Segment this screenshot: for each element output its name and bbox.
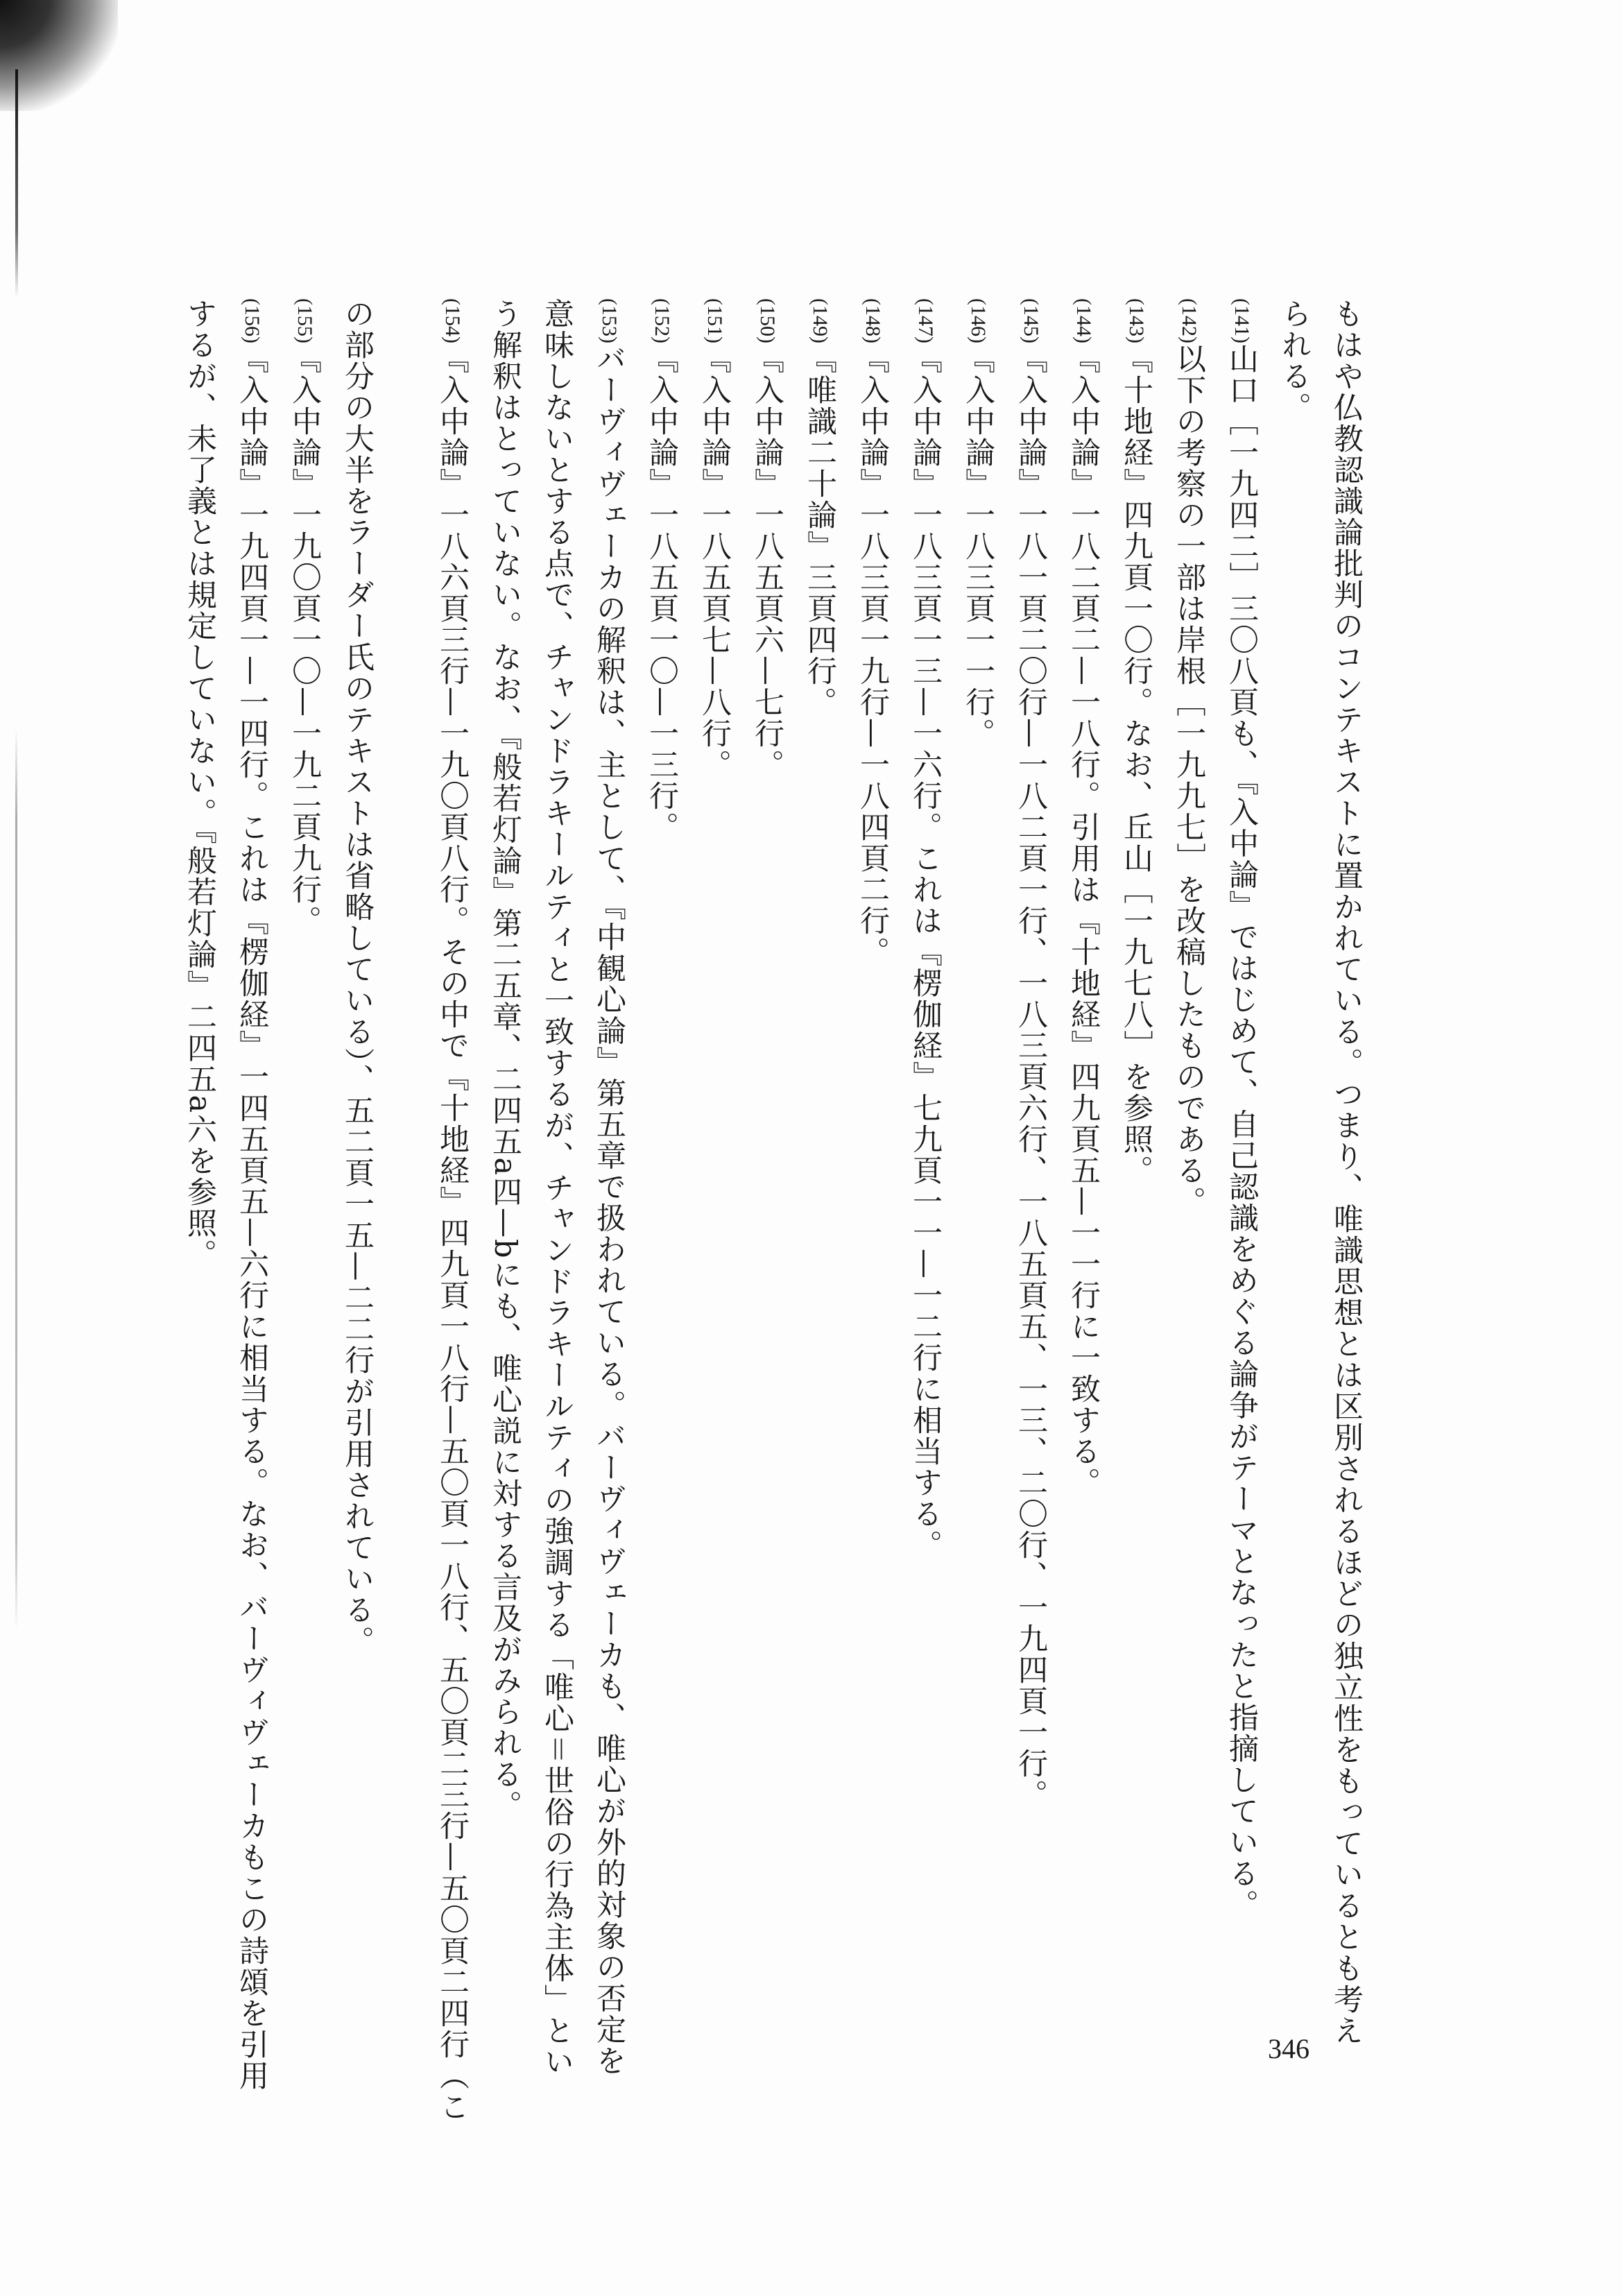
scan-binding-mark-faint	[15, 728, 17, 1630]
line-text: 『入中論』一九四頁一—一四行。これは『楞伽経』一四五頁五—六行に相当する。なお、バーヴィヴェーカもこの詩頌を引用	[234, 343, 269, 2091]
note-number: (143)	[1125, 298, 1148, 343]
text-line	[173, 298, 225, 2005]
text-line	[531, 298, 583, 2077]
line-text: 『入中論』一八二頁二—一八行。引用は『十地経』四九頁五—一一行に一致する。	[1066, 343, 1101, 1498]
note-number: (151)	[703, 298, 726, 343]
note-number: (142)	[1178, 298, 1201, 343]
line-text: 『入中論』一八五頁一〇—一三行。	[644, 343, 679, 843]
note-line	[793, 298, 846, 2005]
note-line	[635, 298, 688, 2005]
note-line	[899, 298, 952, 2005]
note-number: (152)	[651, 298, 673, 343]
note-number: (146)	[967, 298, 990, 343]
note-number: (155)	[293, 298, 316, 343]
note-number: (154)	[441, 298, 464, 343]
note-line	[426, 298, 479, 2123]
note-line	[1215, 298, 1268, 2005]
note-line	[1162, 298, 1215, 2005]
line-text: う解釈はとっていない。なお、『般若灯論』第二五章、二四五a四—bにも、唯心説に対する言及がみられる。	[488, 298, 522, 1822]
line-text: られる。	[1277, 298, 1312, 423]
line-text: の部分の大半をラーダー氏のテキストは省略している）、五二頁一五—二二行が引用されている。	[340, 298, 375, 1657]
line-text: 『唯識二十論』三頁四行。	[802, 343, 837, 718]
line-text: バーヴィヴェーカの解釈は、主として、『中観心論』第五章で扱われている。バーヴィヴェーカも、唯心が外的対象の否定を	[592, 343, 626, 2077]
note-line	[952, 298, 1004, 2005]
line-text: 山口［一九四二］三〇八頁も、『入中論』ではじめて、自己認識をめぐる論争がテーマとなったと指摘している。	[1224, 343, 1259, 1921]
line-text: 『入中論』一八三頁一三—一六行。これは『楞伽経』七九頁一一—一二行に相当する。	[908, 343, 943, 1561]
line-text: 『入中論』一八五頁七—八行。	[697, 343, 732, 780]
text-line	[1268, 298, 1320, 2005]
line-text: 『入中論』一八五頁六—七行。	[750, 343, 784, 780]
line-text: 『入中論』一八六頁三行—一九〇頁八行。その中で『十地経』四九頁一八行—五〇頁一八行、五〇頁二三行—五〇頁二四行（こ	[435, 343, 470, 2123]
note-number: (150)	[756, 298, 779, 343]
text-line	[479, 298, 531, 2005]
line-text: するが、未了義とは規定していない。『般若灯論』二四五a六を参照。	[182, 298, 217, 1271]
note-line	[225, 298, 278, 2091]
note-number: (149)	[809, 298, 832, 343]
note-number: (148)	[861, 298, 884, 343]
note-line	[1110, 298, 1162, 2005]
note-number: (141)	[1230, 298, 1253, 343]
note-number: (145)	[1020, 298, 1042, 343]
line-text: 『入中論』一八三頁一九行—一八四頁二行。	[855, 343, 890, 968]
note-line	[741, 298, 793, 2005]
note-number: (153)	[598, 298, 621, 343]
note-number: (144)	[1072, 298, 1095, 343]
note-number: (156)	[241, 298, 264, 343]
line-text: 以下の考察の一部は岸根［一九九七］を改稿したものである。	[1171, 343, 1206, 1217]
line-text: 『入中論』一八一頁二〇行—一八二頁一行、一八三頁六行、一八五頁五、一三、二〇行、一九四頁一行。	[1013, 343, 1048, 1810]
line-text: もはや仏教認識論批判のコンテキストに置かれている。つまり、唯識思想とは区別されるほどの独立性をもっているとも考え	[1329, 298, 1364, 2046]
note-line	[1057, 298, 1110, 2005]
note-line	[278, 298, 331, 2005]
line-text: 『入中論』一九〇頁一〇—一九二頁九行。	[287, 343, 322, 936]
text-line	[1320, 298, 1415, 2046]
line-text: 『入中論』一八三頁一一行。	[961, 343, 995, 749]
scan-binding-mark	[15, 69, 18, 298]
note-line	[1004, 298, 1057, 2005]
note-line	[688, 298, 741, 2005]
note-number: (147)	[914, 298, 937, 343]
text-line	[331, 298, 426, 2005]
note-line	[846, 298, 899, 2005]
line-text: 『十地経』四九頁一〇行。なお、丘山［一九七八］を参照。	[1119, 343, 1153, 1186]
line-text: 意味しないとする点で、チャンドラキールティと一致するが、チャンドラキールティの強調する「唯心＝世俗の行為主体」とい	[540, 298, 574, 2077]
note-line	[583, 298, 635, 2077]
page-number: 346	[1268, 2033, 1309, 2064]
